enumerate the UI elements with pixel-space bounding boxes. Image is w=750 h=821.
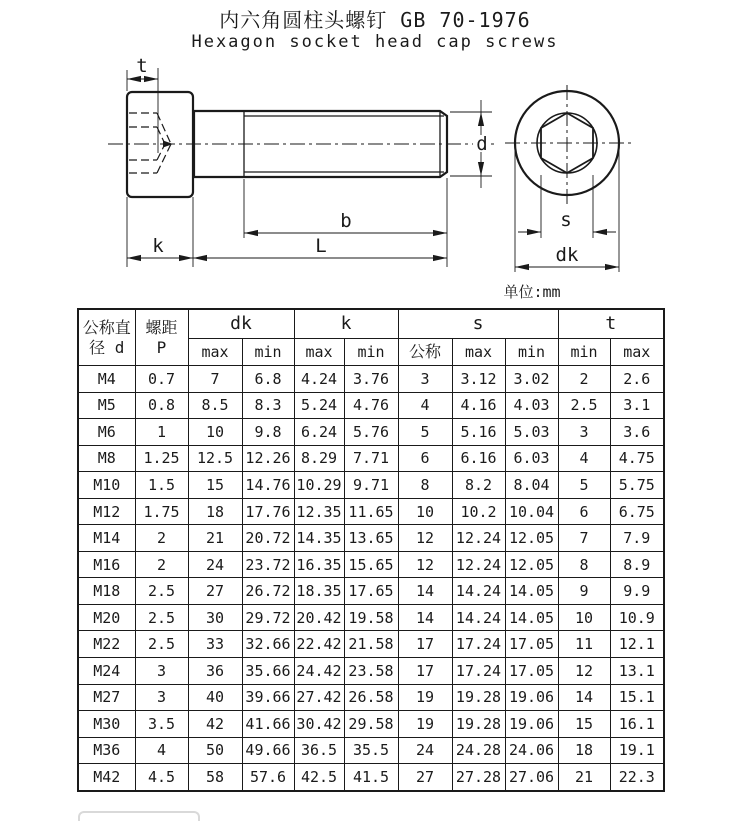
table-cell: 3.1 bbox=[610, 392, 664, 419]
table-cell: 5 bbox=[398, 419, 452, 446]
col-header-pitch bbox=[135, 309, 188, 366]
table-row bbox=[78, 631, 664, 658]
table-row bbox=[78, 392, 664, 419]
table-cell: 17 bbox=[398, 631, 452, 658]
table-cell: 27.06 bbox=[505, 764, 558, 791]
table-cell: 9.9 bbox=[610, 578, 664, 605]
table-cell: 12.5 bbox=[188, 445, 242, 472]
table-cell: 3.02 bbox=[505, 366, 558, 393]
subcol-k-max: max bbox=[294, 339, 344, 366]
subcol-s-nominal: 公称 bbox=[398, 339, 452, 366]
table-cell: 4.16 bbox=[452, 392, 505, 419]
table-cell: 14.05 bbox=[505, 578, 558, 605]
table-cell: 8.9 bbox=[610, 551, 664, 578]
table-cell: 6.24 bbox=[294, 419, 344, 446]
table-cell: 32.66 bbox=[242, 631, 294, 658]
table-cell: 8 bbox=[558, 551, 610, 578]
table-cell: 21 bbox=[558, 764, 610, 791]
table-cell: 5.16 bbox=[452, 419, 505, 446]
table-cell: 18 bbox=[188, 498, 242, 525]
table-cell: M30 bbox=[78, 711, 135, 738]
table-cell: 3.76 bbox=[344, 366, 398, 393]
table-cell: 12.26 bbox=[242, 445, 294, 472]
table-cell: 2.5 bbox=[135, 578, 188, 605]
table-cell: 14 bbox=[398, 604, 452, 631]
table-cell: 23.72 bbox=[242, 551, 294, 578]
table-cell: 4 bbox=[558, 445, 610, 472]
table-cell: 20.72 bbox=[242, 525, 294, 552]
table-cell: M14 bbox=[78, 525, 135, 552]
table-cell: 2 bbox=[135, 525, 188, 552]
table-cell: M36 bbox=[78, 737, 135, 764]
subcol-dk-max: max bbox=[188, 339, 242, 366]
table-cell: 10.9 bbox=[610, 604, 664, 631]
table-cell: 29.72 bbox=[242, 604, 294, 631]
table-cell: 42 bbox=[188, 711, 242, 738]
table-row bbox=[78, 366, 664, 393]
table-cell: M4 bbox=[78, 366, 135, 393]
cropped-watermark-box bbox=[78, 811, 200, 821]
table-cell: 41.66 bbox=[242, 711, 294, 738]
table-cell: 15.1 bbox=[610, 684, 664, 711]
page-subtitle: Hexagon socket head cap screws bbox=[191, 32, 559, 52]
table-cell: 27 bbox=[188, 578, 242, 605]
table-cell: 30.42 bbox=[294, 711, 344, 738]
table-cell: 4.03 bbox=[505, 392, 558, 419]
table-cell: M42 bbox=[78, 764, 135, 791]
table-cell: 17.76 bbox=[242, 498, 294, 525]
table-cell: 10 bbox=[558, 604, 610, 631]
table-cell: 5.24 bbox=[294, 392, 344, 419]
table-row bbox=[78, 658, 664, 685]
col-header-diameter-line1: 公称直 bbox=[82, 318, 131, 338]
table-cell: 21.58 bbox=[344, 631, 398, 658]
table-cell: 7 bbox=[558, 525, 610, 552]
table-cell: 7 bbox=[188, 366, 242, 393]
col-header-pitch-line1: 螺距 bbox=[145, 318, 178, 338]
table-cell: 4 bbox=[398, 392, 452, 419]
dim-k-L bbox=[127, 178, 447, 267]
dim-label-L: L bbox=[315, 235, 327, 257]
table-cell: 10.29 bbox=[294, 472, 344, 499]
subcol-s-max: max bbox=[452, 339, 505, 366]
table-cell: 50 bbox=[188, 737, 242, 764]
table-cell: 19.1 bbox=[610, 737, 664, 764]
table-cell: 7.9 bbox=[610, 525, 664, 552]
table-cell: 17.05 bbox=[505, 631, 558, 658]
table-cell: 5.76 bbox=[344, 419, 398, 446]
table-cell: 2 bbox=[558, 366, 610, 393]
dim-label-dk: dk bbox=[555, 244, 579, 266]
table-row bbox=[78, 525, 664, 552]
table-cell: M10 bbox=[78, 472, 135, 499]
table-cell: 26.72 bbox=[242, 578, 294, 605]
subcol-s-min: min bbox=[505, 339, 558, 366]
table-cell: 4 bbox=[135, 737, 188, 764]
table-cell: 12.24 bbox=[452, 551, 505, 578]
table-cell: M12 bbox=[78, 498, 135, 525]
table-cell: 4.75 bbox=[610, 445, 664, 472]
table-cell: 39.66 bbox=[242, 684, 294, 711]
table-cell: 3 bbox=[135, 684, 188, 711]
table-cell: 12.1 bbox=[610, 631, 664, 658]
table-cell: 41.5 bbox=[344, 764, 398, 791]
hex-socket-hidden-lines bbox=[129, 113, 173, 173]
subcol-t-min: min bbox=[558, 339, 610, 366]
table-cell: M16 bbox=[78, 551, 135, 578]
table-cell: 27 bbox=[398, 764, 452, 791]
table-cell: 20.42 bbox=[294, 604, 344, 631]
table-cell: 17.05 bbox=[505, 658, 558, 685]
table-cell: 12.35 bbox=[294, 498, 344, 525]
table-row bbox=[78, 684, 664, 711]
table-cell: 36.5 bbox=[294, 737, 344, 764]
table-cell: M27 bbox=[78, 684, 135, 711]
table-cell: 14 bbox=[558, 684, 610, 711]
screw-end-view bbox=[505, 85, 631, 272]
table-cell: 23.58 bbox=[344, 658, 398, 685]
subcol-t-max: max bbox=[610, 339, 664, 366]
table-cell: 4.76 bbox=[344, 392, 398, 419]
dim-label-b: b bbox=[340, 210, 352, 232]
table-cell: 11.65 bbox=[344, 498, 398, 525]
table-cell: 3 bbox=[398, 366, 452, 393]
table-cell: M8 bbox=[78, 445, 135, 472]
table-cell: 17.65 bbox=[344, 578, 398, 605]
table-cell: 6.16 bbox=[452, 445, 505, 472]
table-cell: 14.24 bbox=[452, 604, 505, 631]
table-cell: 15.65 bbox=[344, 551, 398, 578]
table-cell: 9 bbox=[558, 578, 610, 605]
table-cell: 8.29 bbox=[294, 445, 344, 472]
table-cell: 6 bbox=[558, 498, 610, 525]
table-cell: 6.8 bbox=[242, 366, 294, 393]
table-cell: M22 bbox=[78, 631, 135, 658]
table-cell: M18 bbox=[78, 578, 135, 605]
table-cell: 14.76 bbox=[242, 472, 294, 499]
table-cell: 12.24 bbox=[452, 525, 505, 552]
table-cell: 2 bbox=[135, 551, 188, 578]
table-cell: 24 bbox=[398, 737, 452, 764]
table-cell: 1.5 bbox=[135, 472, 188, 499]
col-group-dk: dk bbox=[188, 309, 294, 339]
table-cell: 15 bbox=[558, 711, 610, 738]
screw-side-view bbox=[108, 55, 497, 267]
table-row bbox=[78, 419, 664, 446]
table-cell: 42.5 bbox=[294, 764, 344, 791]
table-cell: 12 bbox=[398, 551, 452, 578]
table-cell: 2.6 bbox=[610, 366, 664, 393]
table-cell: 0.8 bbox=[135, 392, 188, 419]
table-cell: M5 bbox=[78, 392, 135, 419]
table-cell: 14.24 bbox=[452, 578, 505, 605]
table-cell: 17.24 bbox=[452, 658, 505, 685]
table-cell: 15 bbox=[188, 472, 242, 499]
table-cell: 14.05 bbox=[505, 604, 558, 631]
table-cell: 2.5 bbox=[135, 631, 188, 658]
table-cell: 57.6 bbox=[242, 764, 294, 791]
table-cell: 12.05 bbox=[505, 525, 558, 552]
table-cell: 3.5 bbox=[135, 711, 188, 738]
table-cell: 11 bbox=[558, 631, 610, 658]
table-cell: 10.04 bbox=[505, 498, 558, 525]
table-cell: 6 bbox=[398, 445, 452, 472]
table-cell: 3 bbox=[558, 419, 610, 446]
table-cell: 19 bbox=[398, 684, 452, 711]
table-cell: 19.28 bbox=[452, 684, 505, 711]
table-cell: 35.5 bbox=[344, 737, 398, 764]
dim-label-d: d bbox=[476, 133, 488, 155]
technical-drawing bbox=[0, 55, 750, 308]
table-cell: 40 bbox=[188, 684, 242, 711]
table-cell: 8 bbox=[398, 472, 452, 499]
table-cell: 19.28 bbox=[452, 711, 505, 738]
col-header-diameter bbox=[78, 309, 135, 366]
table-cell: 16.35 bbox=[294, 551, 344, 578]
table-cell: 21 bbox=[188, 525, 242, 552]
table-cell: 8.04 bbox=[505, 472, 558, 499]
col-header-pitch-line2: P bbox=[156, 337, 167, 357]
table-cell: 49.66 bbox=[242, 737, 294, 764]
table-cell: 13.1 bbox=[610, 658, 664, 685]
table-cell: 3.12 bbox=[452, 366, 505, 393]
table-cell: M20 bbox=[78, 604, 135, 631]
subcol-dk-min: min bbox=[242, 339, 294, 366]
page-title: 内六角圆柱头螺钉 GB 70-1976 bbox=[219, 8, 531, 32]
table-row bbox=[78, 472, 664, 499]
table-cell: 24.42 bbox=[294, 658, 344, 685]
table-cell: 9.71 bbox=[344, 472, 398, 499]
table-cell: 19 bbox=[398, 711, 452, 738]
table-cell: 12.05 bbox=[505, 551, 558, 578]
table-cell: 27.42 bbox=[294, 684, 344, 711]
col-group-k: k bbox=[294, 309, 398, 339]
table-row bbox=[78, 498, 664, 525]
unit-note: 单位:mm bbox=[503, 283, 561, 301]
table-cell: 22.42 bbox=[294, 631, 344, 658]
table-cell: 19.58 bbox=[344, 604, 398, 631]
table-cell: 4.5 bbox=[135, 764, 188, 791]
table-cell: 2.5 bbox=[135, 604, 188, 631]
table-cell: 8.3 bbox=[242, 392, 294, 419]
table-cell: 4.24 bbox=[294, 366, 344, 393]
table-row bbox=[78, 578, 664, 605]
table-cell: 26.58 bbox=[344, 684, 398, 711]
table-cell: 7.71 bbox=[344, 445, 398, 472]
subcol-k-min: min bbox=[344, 339, 398, 366]
table-cell: 16.1 bbox=[610, 711, 664, 738]
table-cell: 0.7 bbox=[135, 366, 188, 393]
table-row bbox=[78, 764, 664, 791]
table-cell: 27.28 bbox=[452, 764, 505, 791]
table-cell: 5.03 bbox=[505, 419, 558, 446]
table-cell: 18 bbox=[558, 737, 610, 764]
table-cell: 6.75 bbox=[610, 498, 664, 525]
table-cell: 8.5 bbox=[188, 392, 242, 419]
table-cell: 24.28 bbox=[452, 737, 505, 764]
table-cell: 17 bbox=[398, 658, 452, 685]
table-cell: 13.65 bbox=[344, 525, 398, 552]
table-cell: 35.66 bbox=[242, 658, 294, 685]
table-cell: M24 bbox=[78, 658, 135, 685]
table-cell: 12 bbox=[398, 525, 452, 552]
table-cell: 1 bbox=[135, 419, 188, 446]
dim-label-t: t bbox=[136, 55, 148, 77]
table-row bbox=[78, 551, 664, 578]
table-cell: 17.24 bbox=[452, 631, 505, 658]
table-cell: 19.06 bbox=[505, 711, 558, 738]
table-cell: 10 bbox=[188, 419, 242, 446]
dim-label-k: k bbox=[152, 235, 164, 257]
table-cell: 3.6 bbox=[610, 419, 664, 446]
table-cell: 30 bbox=[188, 604, 242, 631]
table-cell: 33 bbox=[188, 631, 242, 658]
table-cell: 24 bbox=[188, 551, 242, 578]
col-header-diameter-line2: 径 d bbox=[89, 337, 125, 357]
table-cell: M6 bbox=[78, 419, 135, 446]
table-cell: 3 bbox=[135, 658, 188, 685]
table-cell: 6.03 bbox=[505, 445, 558, 472]
table-row bbox=[78, 711, 664, 738]
table-cell: 18.35 bbox=[294, 578, 344, 605]
col-group-t: t bbox=[558, 309, 664, 339]
spec-table bbox=[77, 308, 665, 792]
dim-t bbox=[127, 55, 158, 153]
table-cell: 22.3 bbox=[610, 764, 664, 791]
table-cell: 2.5 bbox=[558, 392, 610, 419]
spec-table-body bbox=[78, 366, 664, 792]
table-cell: 1.75 bbox=[135, 498, 188, 525]
table-cell: 1.25 bbox=[135, 445, 188, 472]
table-cell: 36 bbox=[188, 658, 242, 685]
table-cell: 8.2 bbox=[452, 472, 505, 499]
table-cell: 19.06 bbox=[505, 684, 558, 711]
dim-b bbox=[244, 179, 447, 238]
table-row bbox=[78, 445, 664, 472]
table-cell: 5 bbox=[558, 472, 610, 499]
table-cell: 24.06 bbox=[505, 737, 558, 764]
table-cell: 5.75 bbox=[610, 472, 664, 499]
table-cell: 10.2 bbox=[452, 498, 505, 525]
table-cell: 12 bbox=[558, 658, 610, 685]
table-cell: 14 bbox=[398, 578, 452, 605]
table-row bbox=[78, 604, 664, 631]
table-cell: 14.35 bbox=[294, 525, 344, 552]
table-cell: 58 bbox=[188, 764, 242, 791]
table-cell: 29.58 bbox=[344, 711, 398, 738]
col-group-s: s bbox=[398, 309, 558, 339]
table-cell: 10 bbox=[398, 498, 452, 525]
dim-label-s: s bbox=[560, 209, 572, 231]
table-cell: 9.8 bbox=[242, 419, 294, 446]
table-row bbox=[78, 737, 664, 764]
